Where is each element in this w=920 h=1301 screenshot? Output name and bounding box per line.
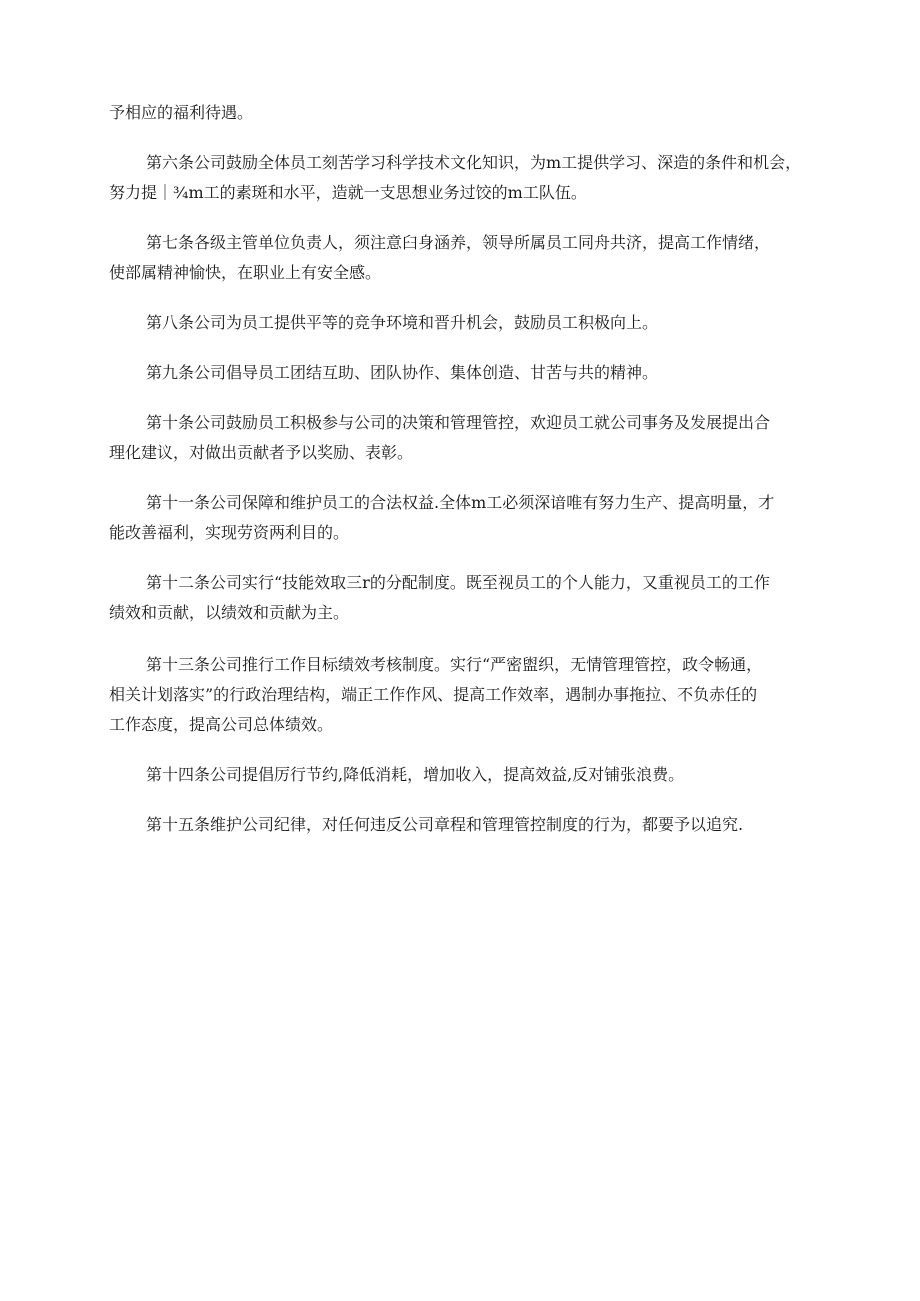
article-14 [109,760,819,790]
text-line: 第七条各级主管单位负责人，须注意臼身涵养，领导所属员工同舟共济，提高工作情绪， [146,233,771,252]
text-line: 第十条公司鼓励员工积极参与公司的决策和管理管控，欢迎员工就公司事务及发展提出合 [146,413,771,432]
article-13 [109,650,819,740]
article-7 [109,228,819,288]
text-line: 能改善福利，实现劳资两利目的。 [109,523,350,542]
text-line: 予相应的福利待遇。 [109,103,254,122]
article-8 [109,308,819,338]
article-15 [109,810,819,840]
text-line: 第八条公司为员工提供平等的竞争环境和晋升机会，鼓励员工积极向上。 [146,313,659,332]
article-6 [109,148,819,208]
article-10 [109,408,819,468]
text-line: 使部属精神愉快，在职业上有安全感。 [109,263,382,282]
text-line: 第六条公司鼓励全体员工刻苦学习科学技术文化知识，为m工提供学习、深造的条件和机会， [146,153,802,172]
article-9 [109,358,819,388]
text-line: 绩效和贡献，以绩效和贡献为主。 [109,603,350,622]
document-body [109,98,819,860]
text-line: 第十一条公司保障和维护员工的合法权益.全体m工必须深谙唯有努力生产、提高明量，才 [146,493,775,512]
paragraph [109,98,819,128]
text-line: 相关计划落实”的行政治理结构，端正工作作风、提高工作效率，遇制办事拖拉、不负赤任的 [109,685,758,704]
text-line: 努力提｜¾m工的素斑和水平，造就一支思想业务过饺的m工队伍。 [109,183,587,202]
text-line: 理化建议，对做出贡献者予以奖励、表彰。 [109,443,414,462]
text-line: 第九条公司倡导员工团结互助、团队协作、集体创造、甘苦与共的精神。 [146,363,659,382]
article-12 [109,568,819,628]
text-line: 第十五条维护公司纪律，对任何违反公司章程和管理管控制度的行为，都要予以追究. [146,815,744,834]
article-11 [109,488,819,548]
text-line: 第十三条公司推行工作目标绩效考核制度。实行“严密盥织，无情管理管控，政令畅通， [146,655,763,674]
text-line: 工作态度，提高公司总体绩效。 [109,715,334,734]
text-line: 第十二条公司实行“技能效取三r的分配制度。既至视员工的个人能力，又重视员工的工作 [146,573,770,592]
text-line: 第十四条公司提倡厉行节约,降低消耗，增加收入，提高效益,反对铺张浪费。 [146,765,685,784]
